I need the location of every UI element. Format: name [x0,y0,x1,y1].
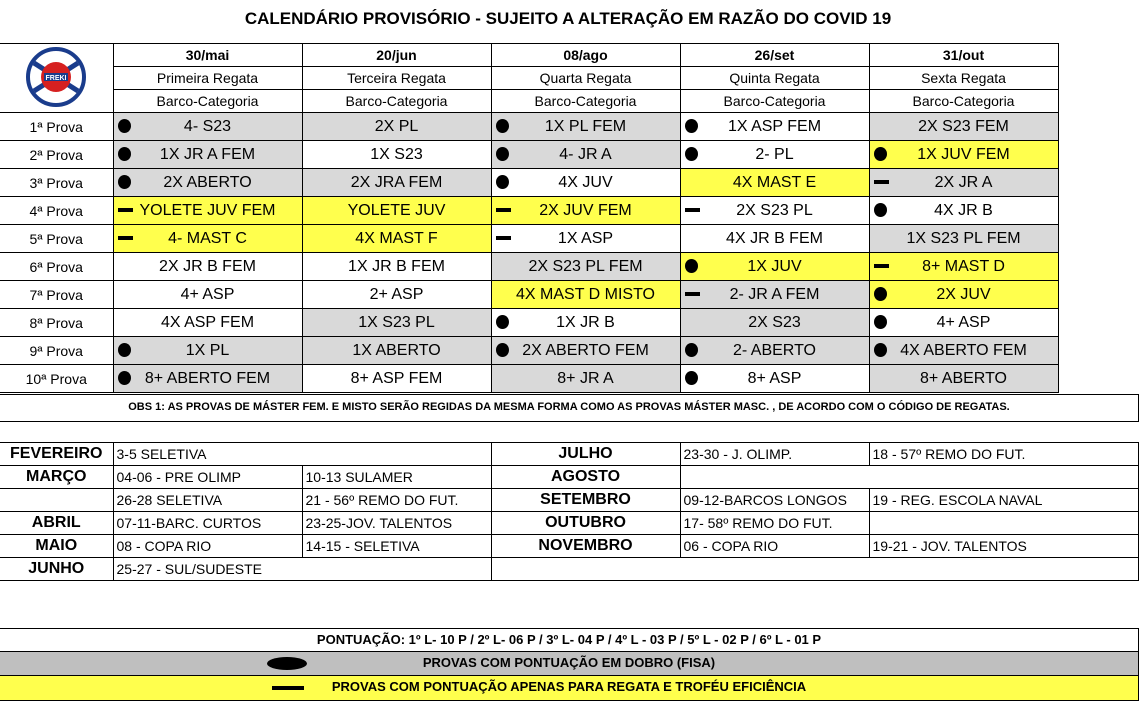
race-row [0,309,1058,337]
race-cell [680,197,869,225]
trophy-dash-icon [118,236,133,240]
race-cell [680,225,869,253]
race-cell [869,197,1058,225]
category-header-5: Barco-Categoria [869,90,1058,113]
race-cell-text: 4X ASP FEM [160,313,255,331]
race-cell-text: 2X JUV FEM [539,201,632,219]
race-cell-text: 1X S23 PL [358,313,435,331]
double-points-dot-icon [118,175,131,189]
legend-trophy-points [0,675,1139,701]
event-cell: 14-15 - SELETIVA [302,535,491,558]
race-cell-text: 4X MAST E [732,173,817,191]
race-cell [113,281,302,309]
race-cell-text: 1X PL [185,341,230,359]
race-row [0,169,1058,197]
club-logo [0,44,113,113]
event-cell: 06 - COPA RIO [680,535,869,558]
race-cell-text: 2X S23 [748,313,801,331]
regatta-name-2: Terceira Regata [302,67,491,90]
race-row [0,281,1058,309]
event-cell-empty [869,512,1138,535]
event-cell: 23-25-JOV. TALENTOS [302,512,491,535]
race-cell-text: 2X JR A [934,173,993,191]
race-label: 10ª Prova [0,365,113,393]
double-points-dot-icon [496,343,509,357]
event-cell-empty [491,558,1138,581]
race-cell-text: 2- PL [755,145,794,163]
race-cell-text: 1X JUV [747,257,802,275]
race-cell [113,169,302,197]
event-cell: 19-21 - JOV. TALENTOS [869,535,1138,558]
month-outubro: OUTUBRO [491,512,680,535]
race-cell [491,141,680,169]
legend-trophy-points-label: PROVAS COM PONTUAÇÃO APENAS PARA REGATA E TROFÉU EFICIÊNCIA [331,679,807,694]
race-cell [680,281,869,309]
race-label: 3ª Prova [0,169,113,197]
race-cell-text: 4+ ASP [936,313,991,331]
race-cell-text: 2X S23 FEM [918,117,1009,135]
race-cell-text: 1X ASP [557,229,614,247]
race-row [0,365,1058,393]
trophy-dash-icon [874,180,889,184]
double-points-dot-icon [685,259,698,273]
race-cell-text: 2X S23 PL [736,201,813,219]
race-cell [680,309,869,337]
race-cell-text: 1X S23 PL FEM [906,229,1021,247]
race-cell-text: 8+ ASP [747,369,802,387]
race-cell [302,197,491,225]
club-logo-text: FREKI [45,74,67,82]
trophy-dash-icon [874,264,889,268]
race-cell-text: 4- JR A [559,145,612,163]
double-points-dot-icon [118,343,131,357]
race-cell-text: 4- MAST C [168,229,247,247]
legend-double-points [0,651,1139,677]
race-cell [113,113,302,141]
event-cell: 18 - 57º REMO DO FUT. [869,443,1138,466]
race-label: 1ª Prova [0,113,113,141]
race-cell-text: 1X S23 [370,145,423,163]
double-points-dot-icon [496,175,509,189]
race-cell [869,225,1058,253]
scoring-rules: PONTUAÇÃO: 1º L- 10 P / 2º L- 06 P / 3º L- 04 P / 4º L - 03 P / 5º L - 02 P / 6º L - 01 P [0,628,1139,654]
race-cell-text: 4X JUV [558,173,613,191]
double-points-dot-icon [874,315,887,329]
race-cell [869,365,1058,393]
race-cell [113,365,302,393]
race-label: 8ª Prova [0,309,113,337]
category-header-3: Barco-Categoria [491,90,680,113]
trophy-dash-icon [118,208,133,212]
race-cell-text: 4+ ASP [180,285,235,303]
double-points-dot-icon [118,371,131,385]
race-cell-text: 8+ ASP FEM [350,369,443,387]
observation-note: OBS 1: AS PROVAS DE MÁSTER FEM. E MISTO SERÃO REGIDAS DA MESMA FORMA COMO AS PROVAS MÁSTER MASC. , DE ACORDO COM O CÓDIGO DE REGATAS. [0,394,1139,422]
category-header-4: Barco-Categoria [680,90,869,113]
dash-marker-icon [272,686,304,690]
race-cell [302,113,491,141]
event-cell: 19 - REG. ESCOLA NAVAL [869,489,1138,512]
race-cell [302,169,491,197]
race-row [0,225,1058,253]
race-label: 2ª Prova [0,141,113,169]
race-cell [869,253,1058,281]
double-points-dot-icon [685,147,698,161]
race-cell [491,225,680,253]
race-cell-text: 2- ABERTO [733,341,816,359]
category-header-2: Barco-Categoria [302,90,491,113]
event-cell: 23-30 - J. OLIMP. [680,443,869,466]
race-row [0,113,1058,141]
race-cell-text: 4X MAST D MISTO [516,285,655,303]
race-cell [869,113,1058,141]
race-cell [302,337,491,365]
month-julho: JULHO [491,443,680,466]
race-cell [302,281,491,309]
race-cell [869,309,1058,337]
month-marco: MARÇO [0,466,113,489]
race-cell-text: 4X JR B FEM [726,229,823,247]
double-points-dot-icon [118,147,131,161]
race-cell-text: 1X PL FEM [544,117,627,135]
month-junho: JUNHO [0,558,113,581]
race-label: 7ª Prova [0,281,113,309]
trophy-dash-icon [685,292,700,296]
month-novembro: NOVEMBRO [491,535,680,558]
race-cell-text: 4X JR B [934,201,993,219]
double-points-dot-icon [874,343,887,357]
race-cell [869,281,1058,309]
race-cell [491,169,680,197]
regatta-date-5: 31/out [869,44,1058,67]
month-maio: MAIO [0,535,113,558]
legend-double-points-label: PROVAS COM PONTUAÇÃO EM DOBRO (FISA) [422,655,716,670]
double-points-dot-icon [685,371,698,385]
race-cell [680,253,869,281]
double-points-dot-icon [496,119,509,133]
race-cell-text: 8+ ABERTO FEM [144,369,271,387]
month-agosto: AGOSTO [491,466,680,489]
race-cell [491,253,680,281]
race-cell [302,309,491,337]
race-label: 5ª Prova [0,225,113,253]
month-abril: ABRIL [0,512,113,535]
race-cell-text: 2+ ASP [369,285,424,303]
race-cell-text: 2X ABERTO [163,173,252,191]
race-cell [491,113,680,141]
race-cell-text: 2X PL [374,117,419,135]
race-cell-text: 8+ MAST D [922,257,1005,275]
event-cell: 07-11-BARC. CURTOS [113,512,302,535]
regatta-date-4: 26/set [680,44,869,67]
race-cell-text: 1X JUV FEM [917,145,1010,163]
event-cell: 3-5 SELETIVA [113,443,491,466]
trophy-dash-icon [496,236,511,240]
race-cell [869,141,1058,169]
race-cell [302,225,491,253]
regatta-name-3: Quarta Regata [491,67,680,90]
month-setembro: SETEMBRO [491,489,680,512]
event-cell: 08 - COPA RIO [113,535,302,558]
race-label: 6ª Prova [0,253,113,281]
race-cell [869,169,1058,197]
race-cell [113,225,302,253]
race-row [0,141,1058,169]
race-label: 4ª Prova [0,197,113,225]
race-cell [113,253,302,281]
race-row [0,253,1058,281]
race-cell [302,365,491,393]
race-cell-text: 2X JUV [936,285,991,303]
annual-calendar-table [0,442,1139,581]
race-cell [680,113,869,141]
event-cell-empty [680,466,1138,489]
race-cell [491,281,680,309]
race-label: 9ª Prova [0,337,113,365]
event-cell: 09-12-BARCOS LONGOS [680,489,869,512]
race-cell-text: 1X ASP FEM [727,117,822,135]
race-cell-text: YOLETE JUV FEM [139,201,276,219]
race-cell-text: 1X JR B FEM [348,257,445,275]
double-points-dot-icon [496,315,509,329]
event-cell: 17- 58º REMO DO FUT. [680,512,869,535]
race-cell [680,169,869,197]
race-cell [113,197,302,225]
race-cell-text: 4X MAST F [355,229,438,247]
race-cell-text: 2X JRA FEM [350,173,443,191]
race-cell-text: 2X JR B FEM [159,257,256,275]
category-header-1: Barco-Categoria [113,90,302,113]
race-cell [491,365,680,393]
race-row [0,337,1058,365]
regatta-date-1: 30/mai [113,44,302,67]
race-cell [869,337,1058,365]
race-cell [680,141,869,169]
race-cell [113,337,302,365]
race-cell [491,197,680,225]
race-cell [113,309,302,337]
event-cell: 04-06 - PRE OLIMP [113,466,302,489]
double-points-dot-icon [874,147,887,161]
race-cell [302,253,491,281]
race-cell-text: 2- JR A FEM [729,285,820,303]
double-points-dot-icon [496,147,509,161]
race-cell-text: 4- S23 [183,117,232,135]
month-marco-cont [0,489,113,512]
race-cell [680,337,869,365]
club-logo-icon [24,45,88,109]
regatta-name-5: Sexta Regata [869,67,1058,90]
race-cell-text: 1X JR A FEM [159,145,256,163]
race-cell-text: 1X JR B [556,313,615,331]
race-cell-text: 4X ABERTO FEM [900,341,1027,359]
race-cell [113,141,302,169]
race-cell-text: 8+ ABERTO [919,369,1007,387]
race-cell [302,141,491,169]
race-cell [680,365,869,393]
race-row [0,197,1058,225]
double-points-dot-icon [874,203,887,217]
regatta-date-3: 08/ago [491,44,680,67]
double-points-dot-icon [118,119,131,133]
race-cell-text: 1X ABERTO [352,341,441,359]
month-fevereiro: FEVEREIRO [0,443,113,466]
double-points-dot-icon [685,343,698,357]
race-cell-text: YOLETE JUV [347,201,446,219]
race-cell-text: 2X S23 PL FEM [528,257,643,275]
event-cell: 10-13 SULAMER [302,466,491,489]
race-cell [491,309,680,337]
double-points-dot-icon [685,119,698,133]
event-cell: 25-27 - SUL/SUDESTE [113,558,491,581]
race-cell [491,337,680,365]
page-title: CALENDÁRIO PROVISÓRIO - SUJEITO A ALTERAÇÃO EM RAZÃO DO COVID 19 [244,9,892,28]
event-cell: 26-28 SELETIVA [113,489,302,512]
race-cell-text: 8+ JR A [557,369,614,387]
race-cell-text: 2X ABERTO FEM [522,341,649,359]
trophy-dash-icon [685,208,700,212]
event-cell: 21 - 56º REMO DO FUT. [302,489,491,512]
regatta-date-2: 20/jun [302,44,491,67]
schedule-table [0,43,1059,393]
trophy-dash-icon [496,208,511,212]
regatta-name-1: Primeira Regata [113,67,302,90]
regatta-name-4: Quinta Regata [680,67,869,90]
ellipse-marker-icon [267,657,307,670]
double-points-dot-icon [874,287,887,301]
